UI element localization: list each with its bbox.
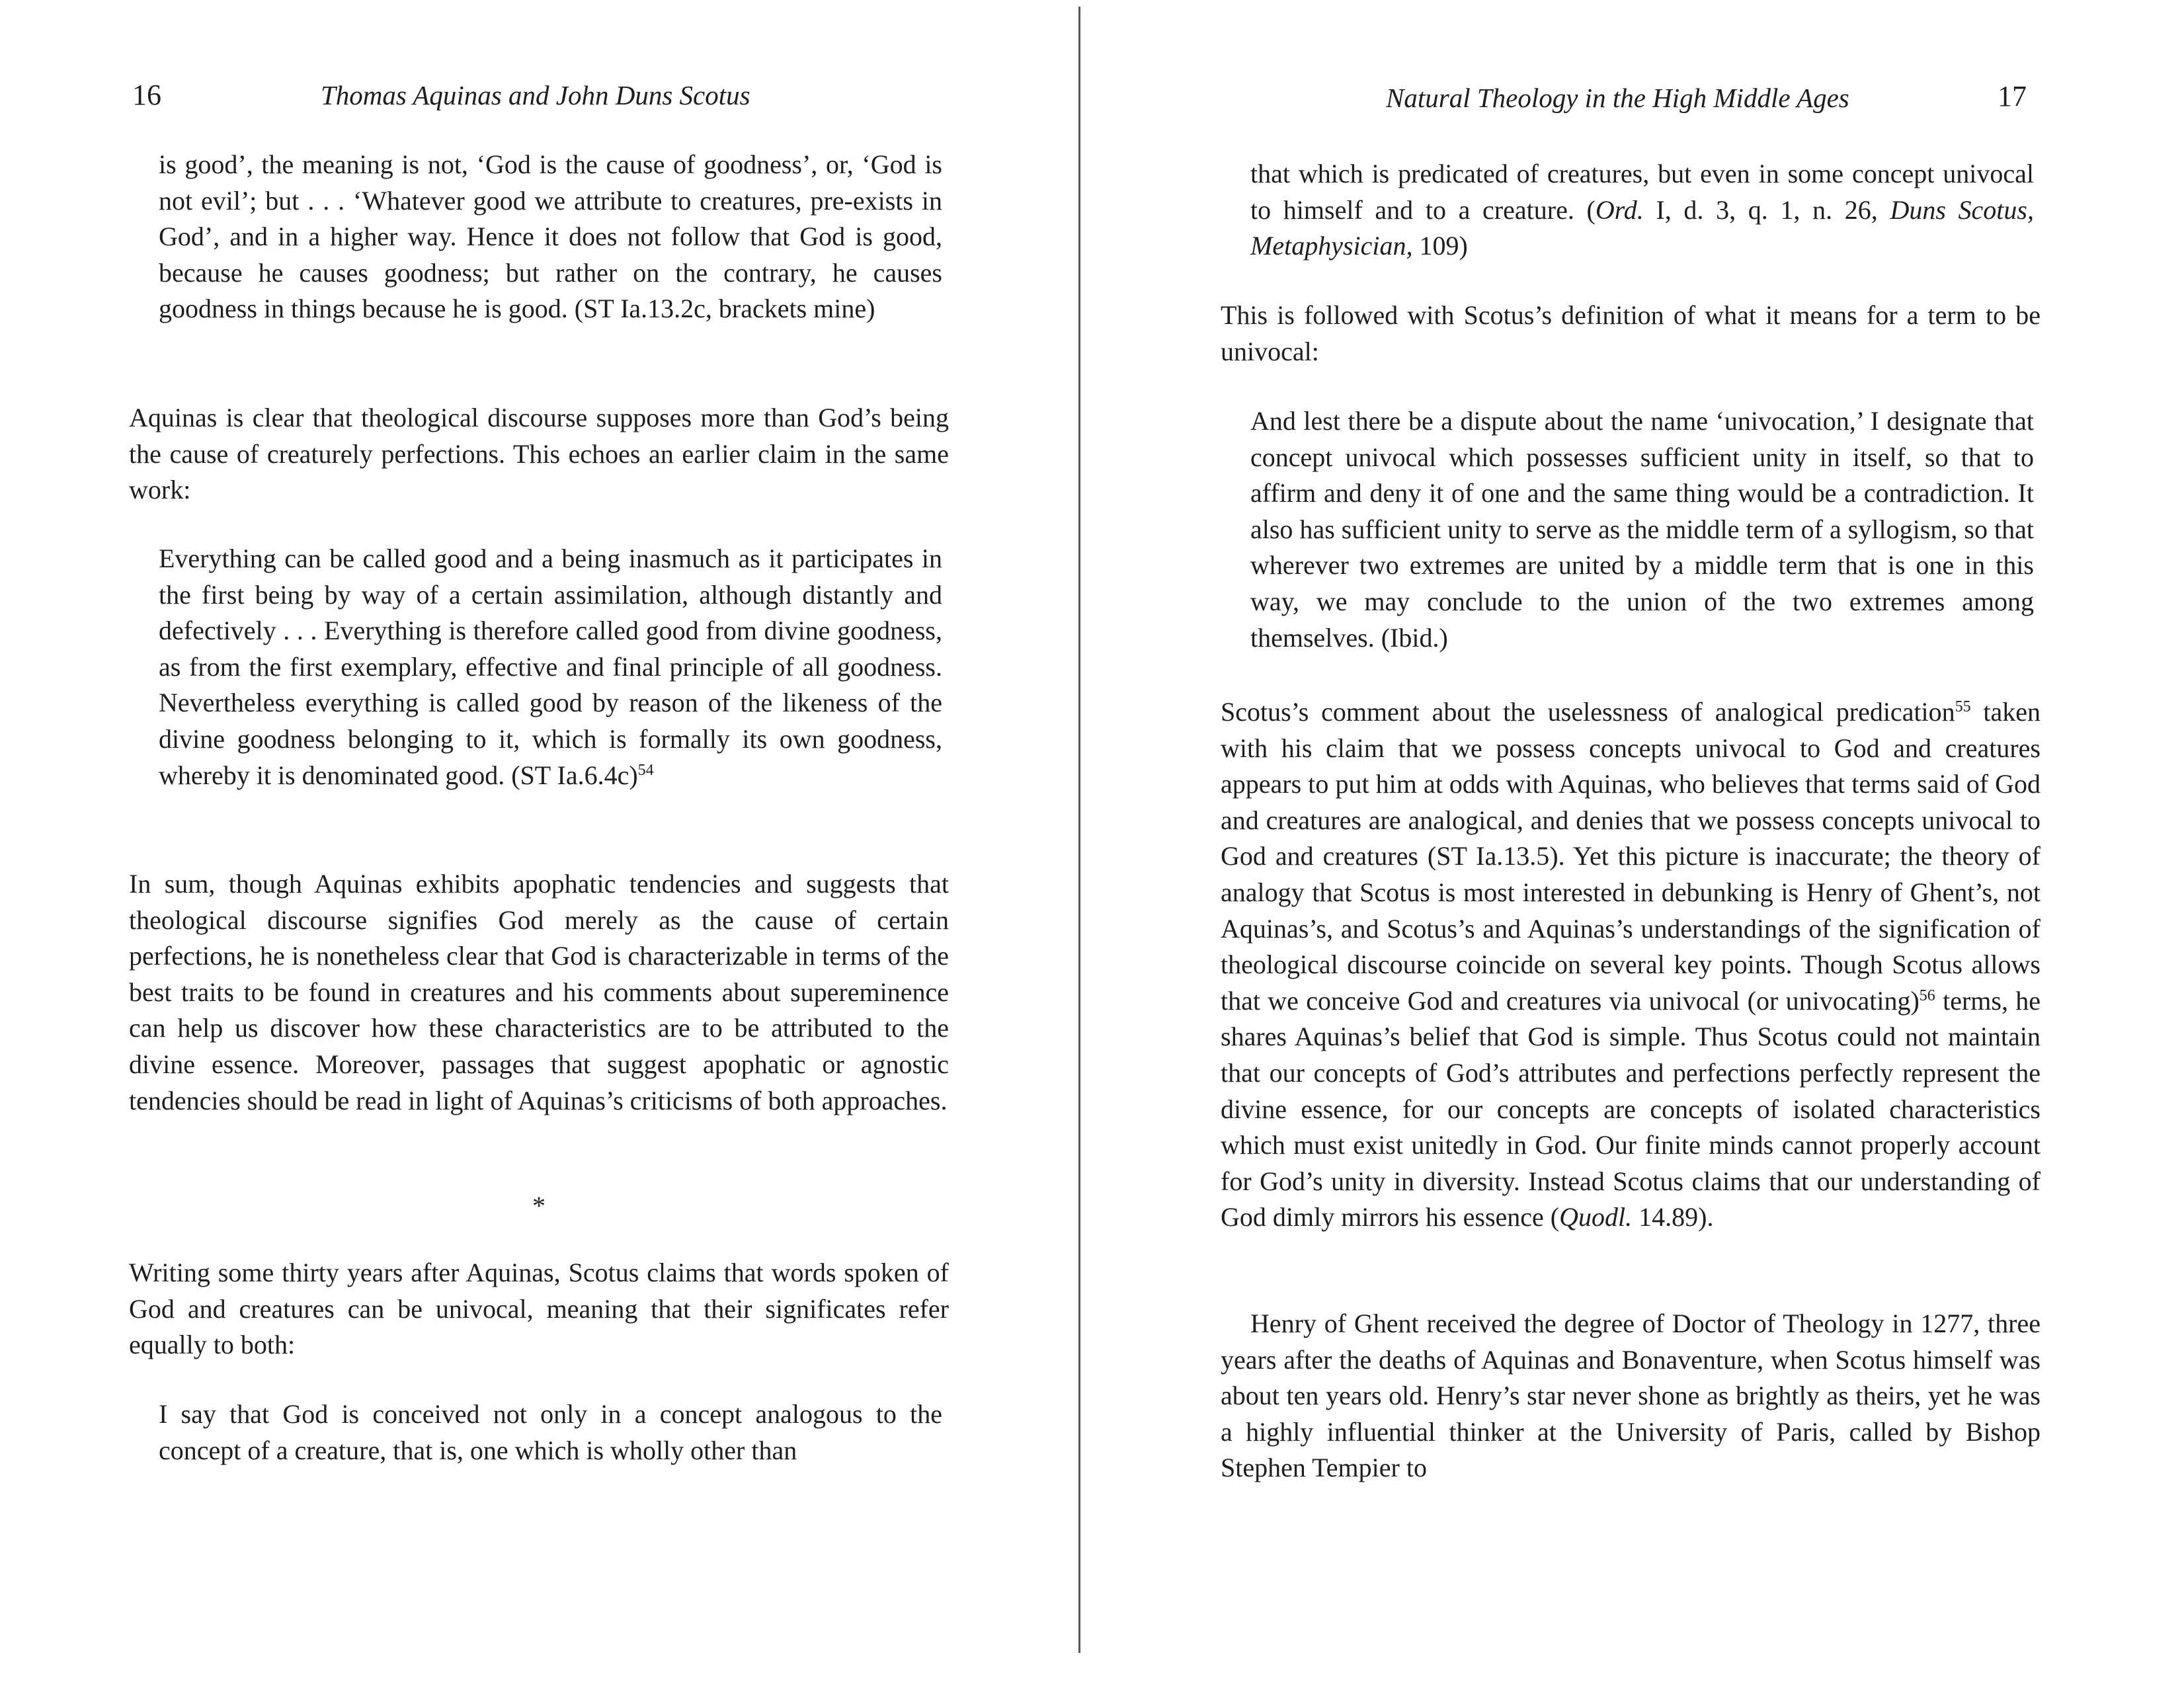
quote-god-conceived: I say that God is conceived not only in a concept analogous to the concept of a creature, that is, one which is wholly other than xyxy=(159,1399,942,1465)
paragraph-scotus-text-b: taken with his claim that we possess concepts univocal to God and creatures appears to put him at odds with Aquinas, who believes that terms said of God and creatures are analogical, and denies that we possess concepts univocal to God and creatures (ST Ia.13.5). Yet this picture is inaccurate; the theory of analogy that Scotus is most interested in debunking is Henry of Ghent’s, not Aquinas’s, and Scotus’s and Aquinas’s understandings of the signification of theological discourse coincide on several key points. Though Scotus allows that we conceive God and creatures via univocal (or univocating) xyxy=(1221,697,2041,1016)
left-page-number: 16 xyxy=(132,79,161,111)
paragraph-writing-some-thirty-years: Writing some thirty years after Aquinas, Scotus claims that words spoken of God and creatures can be univocal, meaning that their significates refer equally to both: xyxy=(129,1258,949,1360)
paragraph-scotus-text-c: terms, he shares Aquinas’s belief that God is simple. Thus Scotus could not maintain that our concepts of God’s attributes and perfections perfectly represent the divine essence, for our concepts are concepts of isolated characteristics which must exist unitedly in God. Our finite minds cannot properly account for God’s unity in diversity. Instead Scotus claims that our understanding of God dimly mirrors his essence ( xyxy=(1221,985,2041,1232)
footnote-ref-56: 56 xyxy=(1919,987,1935,1004)
citation-ord: Ord. xyxy=(1595,194,1644,225)
right-running-head xyxy=(1221,78,2041,124)
paragraph-scotus-text-d: 14.89). xyxy=(1632,1202,1714,1232)
quote-continuation-text-b: I, d. 3, q. 1, n. 26, xyxy=(1643,194,1890,225)
paragraph-in-sum: In sum, though Aquinas exhibits apophatic tendencies and suggests that theological discourse signifies God merely as the cause of certain perfections, he is nonetheless clear that God is characterizable in terms of the best traits to be found in creatures and his comments about supereminence can help us discover how these characteristics are to be attributed to the divine essence. Moreover, passages that suggest apophatic or agnostic tendencies should be read in light of Aquinas’s criticisms of both approaches. xyxy=(129,869,949,1115)
quote-continuation-text-a: that which is predicated of creatures, but even in some concept univocal to himself and to a creature. ( xyxy=(1250,159,2034,225)
right-running-title: Natural Theology in the High Middle Ages xyxy=(1386,83,1849,113)
left-running-title: Thomas Aquinas and John Duns Scotus xyxy=(321,80,750,110)
quote-univocation: And lest there be a dispute about the name ‘univocation,’ I designate that concept univocal which possesses sufficient unity in itself, so that to affirm and deny it of one and the same thing would be a contradiction. It also has sufficient unity to serve as the middle term of a syllogism, so that wherever two extremes are united by a middle term that is one in this way, we may conclude to the union of the two extremes among themselves. (Ibid.) xyxy=(1250,406,2034,653)
footnote-ref-55: 55 xyxy=(1955,698,1971,715)
quote-continuation-scotus xyxy=(1250,156,2034,264)
quote-continuation-aquinas: is good’, the meaning is not, ‘God is the cause of goodness’, or, ‘God is not evil’; but . . . ‘Whatever good we attribute to creatures, pre-exists in God’, and in a higher way. Hence it does not follow that God is good, because he causes goodness; but rather on the contrary, he causes goodness in things because he is good. (ST Ia.13.2c, brackets mine) xyxy=(159,149,942,324)
citation-duns-scotus-metaphysician: Duns Scotus, Metaphysician, xyxy=(1250,194,2034,261)
quote-everything-good-text: Everything can be called good and a being inasmuch as it participates in the first being by way of a certain assimilation, although distantly and defectively . . . Everything is therefore called good from divine goodness, as from the first exemplary, effective and final principle of all goodness. Nevertheless everything is called good by reason of the likeness of the divine goodness belonging to it, which is formally its own goodness, whereby it is denominated good. (ST Ia.6.4c) xyxy=(159,544,942,790)
paragraph-followed-with-definition: This is followed with Scotus’s definition of what it means for a term to be univocal: xyxy=(1221,300,2041,366)
paragraph-scotus-comment xyxy=(1221,694,2041,1236)
quote-everything-good xyxy=(159,541,942,793)
right-page-number: 17 xyxy=(1998,80,2027,112)
quote-continuation-text-c: 109) xyxy=(1412,231,1468,261)
book-gutter xyxy=(1078,7,1080,1653)
paragraph-henry-of-ghent: Henry of Ghent received the degree of Doctor of Theology in 1277, three years after the deaths of Aquinas and Bonaventure, when Scotus himself was about ten years old. Henry’s star never shone as brightly as theirs, yet he was a highly influential thinker at the University of Paris, called by Bishop Stephen Tempier to xyxy=(1221,1309,2041,1483)
left-running-head xyxy=(129,78,949,124)
paragraph-theological-discourse: Aquinas is clear that theological discourse supposes more than God’s being the cause of creaturely perfections. This echoes an earlier claim in the same work: xyxy=(129,403,949,505)
citation-quodl: Quodl. xyxy=(1559,1202,1633,1232)
paragraph-scotus-text-a: Scotus’s comment about the uselessness of analogical predication xyxy=(1221,697,1955,727)
section-break-asterisk: * xyxy=(532,1191,546,1221)
footnote-ref-54: 54 xyxy=(637,761,654,779)
